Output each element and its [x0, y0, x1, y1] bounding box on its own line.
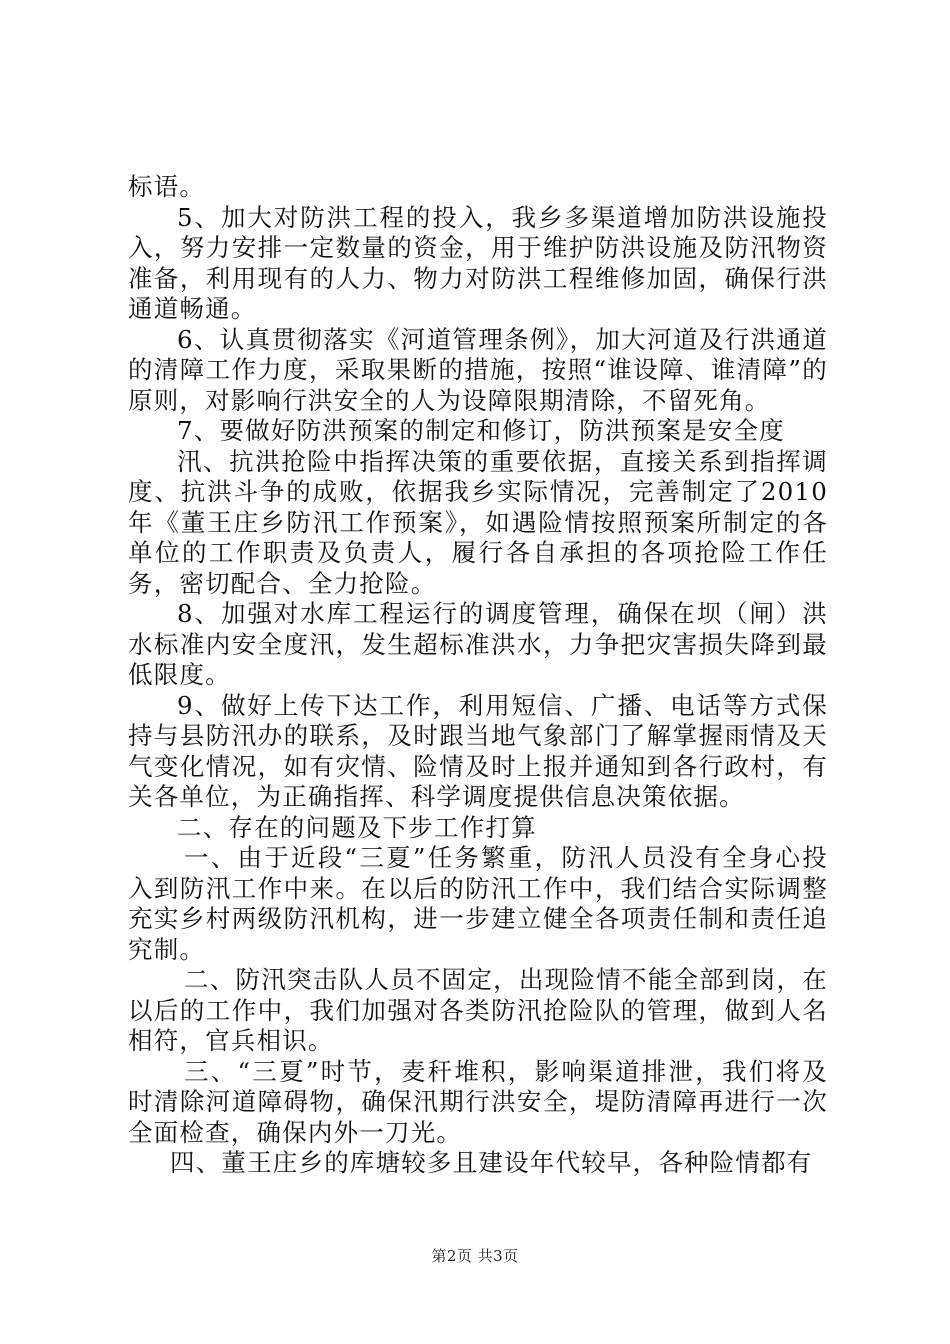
paragraph-problem-4: 四、董王庄乡的库塘较多且建设年代较早，各种险情都有	[170, 1148, 813, 1177]
paragraph-problem-2: 二、防汛突击队人员不固定，出现险情不能全部到岗，在以后的工作中，我们加强对各类防汛抢险队的管理，做到人名相符，官兵相识。	[128, 965, 828, 1055]
page-footer: 第2页 共3页	[431, 1247, 519, 1265]
document-body	[128, 172, 828, 1179]
paragraph-problem-3: 三、“三夏”时节，麦秆堆积，影响渠道排泄，我们将及时清除河道障碍物，确保汛期行洪安全，堤防清障再进行一次全面检查，确保内外一刀光。	[128, 1056, 828, 1147]
paragraph-item-6: 6、认真贯彻落实《河道管理条例》，加大河道及行洪通道的清障工作力度，采取果断的措施，按照“谁设障、谁清障”的原则，对影响行洪安全的人为设障限期清除，不留死角。	[128, 324, 828, 415]
paragraph-item-9: 9、做好上传下达工作，利用短信、广播、电话等方式保持与县防汛办的联系，及时跟当地气象部门了解掌握雨情及天气变化情况，如有灾情、险情及时上报并通知到各行政村，有关各单位，为正确指挥、科学调度提供信息决策依据。	[128, 690, 828, 811]
section-heading-problems: 二、存在的问题及下步工作打算	[177, 812, 537, 842]
paragraph-item-7-continued: 汛、抗洪抢险中指挥决策的重要依据，直接关系到指挥调度、抗洪斗争的成败，依据我乡实际情况，完善制定了2010年《董王庄乡防汛工作预案》，如遇险情按照预案所制定的各单位的工作职责及负责人，履行各自承担的各项抢险工作任务，密切配合、全力抢险。	[128, 446, 828, 598]
paragraph-item-8: 8、加强对水库工程运行的调度管理，确保在坝（闸）洪水标准内安全度汛，发生超标准洪水，力争把灾害损失降到最低限度。	[128, 599, 828, 689]
paragraph-slogan-tail: 标语。	[128, 172, 206, 201]
paragraph-item-7: 7、要做好防洪预案的制定和修订，防洪预案是安全度	[177, 416, 785, 445]
paragraph-item-5: 5、加大对防洪工程的投入，我乡多渠道增加防洪设施投入，努力安排一定数量的资金，用于维护防洪设施及防汛物资准备，利用现有的人力、物力对防洪工程维修加固，确保行洪通道畅通。	[128, 202, 828, 323]
paragraph-problem-1: 一、由于近段“三夏”任务繁重，防汛人员没有全身心投入到防汛工作中来。在以后的防汛工作中，我们结合实际调整充实乡村两级防汛机构，进一步建立健全各项责任制和责任追究制。	[128, 843, 828, 964]
